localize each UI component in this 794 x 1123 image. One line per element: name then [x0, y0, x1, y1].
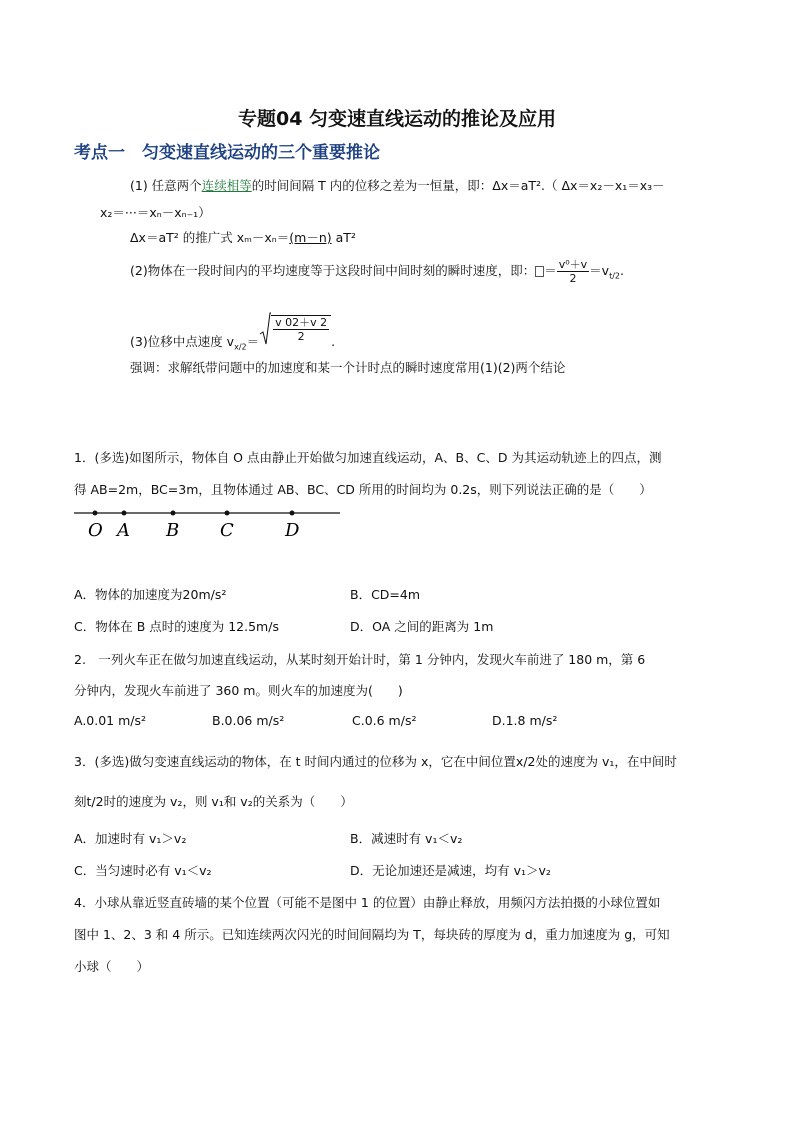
q3-line1: 3．(多选)做匀变速直线运动的物体，在 t 时间内通过的位移为 x，它在中间位置x/2处的速度为 v₁，在中间时 [74, 754, 677, 769]
q3-option-a[interactable]: A．加速时有 v₁＞v₂ [74, 831, 187, 846]
q4-line2: 图中 1、2、3 和 4 所示。已知连续两次闪光的时间间隔均为 T，每块砖的厚度为 d，重力加速度为 g，可知 [74, 927, 670, 942]
sqrt-fraction [273, 316, 329, 343]
q1-option-b[interactable]: B．CD=4m [350, 587, 421, 602]
point-b-label: B [166, 520, 180, 541]
inference-1-post: 的时间间隔 T 内的位移之差为一恒量，即：Δx＝aT².（ Δx＝x₂－x₁＝x₃－ [251, 178, 665, 193]
general-post: aT² [331, 230, 356, 245]
emphasis-note: 强调：求解纸带问题中的加速度和某一个计时点的瞬时速度常用(1)(2)两个结论 [130, 360, 566, 375]
q3-option-c[interactable]: C．当匀速时必有 v₁＜v₂ [74, 863, 212, 878]
q2-option-d[interactable]: D.1.8 m/s² [492, 713, 558, 728]
sqrt-numerator: v 02＋v 2 [275, 316, 328, 329]
inference-3: (3)位移中点速度 $v_{x/2}=$ $\frac{v 02+v 2}{2}$ . [130, 312, 335, 352]
inference-2-fraction [557, 258, 589, 285]
q2-line1: 2. 一列火车正在做匀加速直线运动，从某时刻开始计时，第 1 分钟内，发现火车前进了 180 m，第 6 [74, 652, 646, 667]
q4-line1: 4．小球从靠近竖直砖墙的某个位置（可能不是图中 1 的位置）由静止释放，用频闪方法拍摄的小球位置如 [74, 895, 661, 910]
q2-option-a[interactable]: A.0.01 m/s² [74, 713, 147, 728]
point-a-dot [122, 511, 127, 516]
q2-line2: 分钟内，发现火车前进了 360 m。则火车的加速度为( ) [74, 683, 403, 698]
point-d-label: D [285, 520, 300, 541]
fraction-denominator: 2 [569, 272, 577, 285]
link-continuous-equal[interactable]: 连续相等 [201, 178, 252, 193]
q2-option-b[interactable]: B.0.06 m/s² [212, 713, 285, 728]
page-title: 专题04 匀变速直线运动的推论及应用 [237, 108, 557, 130]
sqrt-denominator: 2 [297, 330, 305, 343]
q1-line2: 得 AB=2m，BC=3m，且物体通过 AB、BC、CD 所用的时间均为 0.2s，则下列说法正确的是（ ） [74, 482, 652, 497]
q3-option-b[interactable]: B．减速时有 v₁＜v₂ [350, 831, 463, 846]
point-o-label: O [88, 520, 103, 541]
q1-line1: 1．(多选)如图所示，物体自 O 点由静止开始做匀加速直线运动，A、B、C、D 为其运动轨迹上的四点，测 [74, 450, 662, 465]
inference-1-line2: x₂＝···＝xₙ－xₙ₋₁） [100, 205, 211, 220]
general-pre: Δx＝aT² 的推广式 xₘ－xₙ＝ [130, 230, 290, 245]
point-a-label: A [117, 520, 130, 541]
inference-3-subscript: x/2 [234, 342, 247, 352]
point-b-dot [171, 511, 176, 516]
q1-option-c[interactable]: C．物体在 B 点时的速度为 12.5m/s [74, 619, 279, 634]
inference-2-subscript: t/2 [609, 271, 620, 281]
inference-3-pre: (3)位移中点速度 v [130, 334, 235, 349]
inference-1-general [130, 228, 356, 246]
point-d-dot [290, 511, 295, 516]
q1-option-d[interactable]: D．OA 之间的距离为 1m [350, 619, 494, 634]
sqrt-expression [259, 312, 331, 346]
inference-2: (2)物体在一段时间内的平均速度等于这段时间中间时刻的瞬时速度，即： ＝ $\frac{\text{v⁰＋v}}{2}$ $=v_{t/2}$. [130, 258, 624, 285]
q1-option-a[interactable]: A．物体的加速度为20m/s² [74, 587, 227, 602]
inference-2-rhs: ＝v [589, 263, 610, 278]
trajectory-diagram [74, 505, 342, 545]
q3-line2: 刻t/2时的速度为 v₂，则 v₁和 v₂的关系为（ ） [74, 794, 353, 809]
q3-option-d[interactable]: D．无论加速还是减速，均有 v₁＞v₂ [350, 863, 551, 878]
point-o-dot [93, 511, 98, 516]
general-underlined: (m－n) [289, 230, 332, 245]
inference-1-pre: (1) 任意两个 [130, 178, 202, 193]
q2-option-c[interactable]: C.0.6 m/s² [352, 713, 417, 728]
sqrt-icon [259, 312, 271, 346]
inference-2-text: (2)物体在一段时间内的平均速度等于这段时间中间时刻的瞬时速度，即： [130, 263, 536, 278]
vbar-icon [535, 266, 544, 277]
point-c-dot [225, 511, 230, 516]
point-c-label: C [220, 520, 234, 541]
fraction-numerator: v⁰＋v [558, 258, 588, 271]
section-heading: 考点一 匀变速直线运动的三个重要推论 [74, 143, 380, 163]
inference-1-line1 [130, 176, 665, 194]
q4-line3: 小球（ ） [74, 959, 150, 974]
